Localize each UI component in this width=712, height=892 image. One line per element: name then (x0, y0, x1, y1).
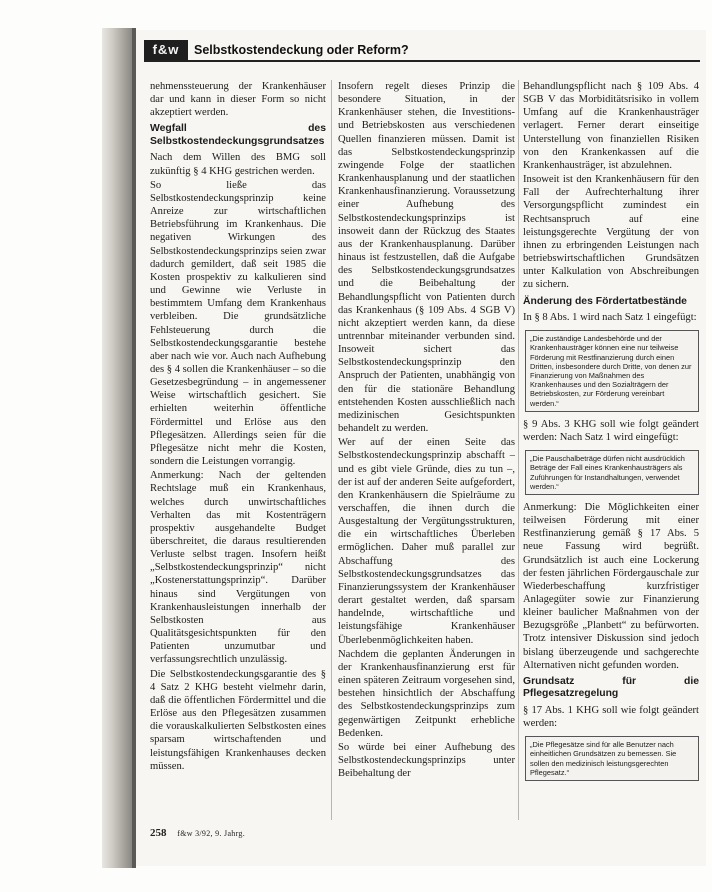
paragraph: So ließe das Selbstkostendeckungsprinzip keine Anreize zur wirtschaftlichen Betriebsführung im Krankenhaus. Die negativen Wirkungen des Selbstkostendeckungsprinzips seien zwar dadurch gemildert, daß seit 1985 die Kosten prospektiv zu kalkulieren sind und Gewinne wie Verluste in bestimmtem Umfang dem Krankenhaus verbleiben. Die grundsätzliche Fehlsteuerung durch die Selbstkostendeckungsgarantie bestehe aber nach wie vor. Auch nach Aufhebung des § 4 sollen die Krankenhäuser – so die Gesetzesbegründung – in angemessener Weise wirtschaftlich gesichert. Sie erhielten weiterhin öffentliche Fördermittel und Erlöse aus den Pflegesätzen. Allerdings seien für die Pflegesätze nicht mehr die Kosten, sondern die Leistungen vorrangig. (150, 179, 326, 468)
paragraph: Die Selbstkostendeckungsgarantie des § 4 Satz 2 KHG besteht vielmehr darin, daß die öffentlichen Fördermittel und die Erlöse aus den Pflegesätzen zusammen die vorauskalkulierten Selbstkosten eines sparsam wirtschaftenden und leistungsfähigen Krankenhauses decken müssen. (150, 668, 326, 772)
text-column-1 (150, 80, 326, 820)
paragraph: Insofern regelt dieses Prinzip die besondere Situation, in der Krankenhäuser stehen, die Investitions- und Betriebskosten aus verschiedenen Quellen finanzieren müssen. Damit ist das Selbstkostendeckungsprinzip zwingende Folge der staatlichen Krankenhausplanung und der staatlichen Krankenhausfinanzierung. Voraussetzung einer Aufhebung des Selbstkostendeckungsprinzips ist insoweit dann der Rückzug des Staates aus der Krankenhausplanung. Darüber hinaus ist festzustellen, daß die Aufgabe des Selbstkostendeckungsgrundsatzes und die Beibehaltung der Behandlungspflicht von Patienten durch das Krankenhaus (§ 109 Abs. 4 SGB V) nicht akzeptiert werden kann, da diese untrennbar miteinander verbunden sind. Insoweit sichert das Selbstkostendeckungsprinzip den Anspruch der Patienten, unabhängig von den für die stationäre Behandlung entstehenden Kosten ausschließlich nach medizinischen Gesichtspunkten behandelt zu werden. (338, 81, 515, 435)
paragraph: Wer auf der einen Seite das Selbstkostendeckungsprinzip abschafft – und es gibt viele Gründe, dies zu tun –, der ist auf der anderen Seite aufgefordert, den Krankenhäusern die Spielräume zu verschaffen, die ihnen durch die Ausgestaltung der Vergütungsstrukturen, die ein wirtschaftliches Überleben ermöglichen. Daher muß parallel zur Abschaffung des Selbstkostendeckungsgrundsatzes das Finanzierungssystem der Krankenhäuser derart gestaltet werden, daß sparsam handelnde, wirtschaftliche und leistungsfähige Krankenhäuser Überlebenmöglichkeiten haben. (338, 437, 515, 646)
column-divider (518, 80, 519, 820)
paragraph: nehmenssteuerung der Krankenhäuser dar und kann in dieser Form so nicht akzeptiert werden. (150, 81, 326, 119)
quoted-amendment: „Die Pflegesätze sind für alle Benutzer nach einheitlichen Grundsätzen zu bemessen. Sie sollen den medizinisch leistungsgerechten Pflegesatz.“ (525, 736, 699, 781)
paragraph: Anmerkung: Nach der geltenden Rechtslage muß ein Krankenhaus, welches durch unwirtschaftliches Verhalten das mit Kostenträgern prospektiv ausgehandelte Budget überschreitet, die daraus resultierenden Verluste selbst tragen. Insofern heißt „Selbstkostendeckungsprinzip“ nicht „Kostenerstattungsprinzip“. Darüber hinaus sind Vergütungen von Krankenhausleistungen innerhalb der Selbstkosten aus Qualitätsgesichtspunkten für den Patienten unzumutbar und verfassungsrechtlich unzulässig. (150, 470, 326, 666)
quoted-amendment: „Die Pauschalbeträge dürfen nicht ausdrücklich Beträge der Fall eines Krankenhausträgers als Zuführungen für Instandhaltungen, verwendet werden.“ (525, 450, 699, 495)
paragraph: Nach dem Willen des BMG soll zukünftig § 4 KHG gestrichen werden. (150, 152, 326, 177)
section-heading: Änderung des Fördertatbestände (523, 295, 687, 307)
paragraph: Anmerkung: Die Möglichkeiten einer teilweisen Förderung mit einer Restfinanzierung gemäß § 17 Abs. 5 neue Fassung wird begrüßt. Grundsätzlich ist auch eine Lockerung der festen jährlichen Fördergauschale zur Wiederbeschaffung kurzfristiger Anlagegüter sowie zur Finanzierung kleiner baulicher Maßnahmen von der Bezugsgröße „Planbett“ zu befürworten. Trotz intensiver Diskussion sind jedoch bislang überzeugende und sachgerechte Alternativen nicht gefunden worden. (523, 501, 699, 671)
paragraph: In § 8 Abs. 1 wird nach Satz 1 eingefügt: (523, 312, 697, 323)
header-rule (144, 60, 700, 62)
footer-source: f&w 3/92, 9. Jahrg. (177, 829, 246, 838)
section-heading: Grundsatz für die Pflegesatzregelung (523, 675, 699, 700)
paragraph: Nachdem die geplanten Änderungen in der Krankenhausfinanzierung erst für einen späteren Zeitraum vorgesehen sind, bestehen hinsichtlich der Abschaffung des Selbstkostendeckungsprinzips zum gegenwärtigen Zeitpunkt erhebliche Bedenken. (338, 648, 515, 739)
text-column-3 (523, 80, 699, 820)
quoted-amendment: „Die zuständige Landesbehörde und der Krankenhausträger können eine nur teilweise Förderung mit Restfinanzierung durch einen Dritten, insbesondere durch Dritte, von denen zur Finanzierung von Maßnahmen des Krankenhauses und den Sozialträgern der Betriebskosten, zur Förderung vereinbart werden.“ (525, 330, 699, 412)
text-column-2 (338, 80, 515, 820)
paragraph: Insoweit ist den Krankenhäusern für den Fall der Aufrechterhaltung ihrer Versorgungspflicht zumindest ein Rechtsanspruch auf eine leistungsgerechte Vergütung der von ihnen zu erbringenden Leistungen nach betriebswirtschaftlichen Grundsätzen unter Kalkulation von Abschreibungen zu sichern. (523, 174, 699, 291)
page-header (144, 38, 700, 62)
paragraph: So würde bei einer Aufhebung des Selbstkostendeckungsprinzips unter Beibehaltung der (338, 741, 515, 780)
book-spine-shadow (102, 28, 136, 868)
header-title: Selbstkostendeckung oder Reform? (194, 43, 409, 57)
journal-logo: f&w (144, 40, 188, 60)
page-footer (150, 826, 245, 841)
page-number: 258 (150, 827, 167, 839)
section-heading: Wegfall des Selbstkostendeckungsgrundsatzes (150, 123, 326, 147)
paragraph: Behandlungspflicht nach § 109 Abs. 4 SGB V das Morbiditätsrisiko in vollem Umfang auf die Krankenhausträger verlagert. Ferner derart einseitige Unterstellung von finanziellen Risiken von den Krankenkassen auf die Krankenhausträger, ist abzulehnen. (523, 81, 699, 171)
column-divider (331, 80, 332, 820)
paragraph: § 9 Abs. 3 KHG soll wie folgt geändert werden: Nach Satz 1 wird eingefügt: (523, 418, 699, 443)
paragraph: § 17 Abs. 1 KHG soll wie folgt geändert werden: (523, 704, 699, 730)
